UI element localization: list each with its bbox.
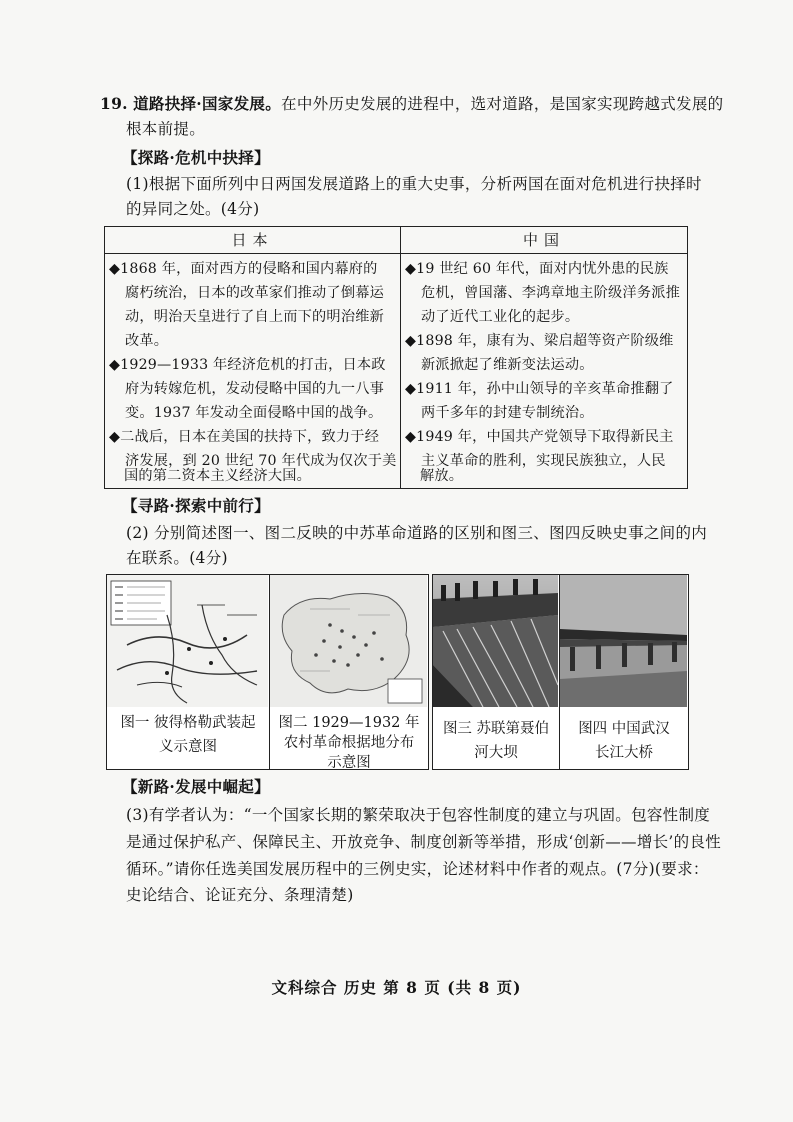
figure-1-caption-line-1: 图一 彼得格勒武装起: [120, 715, 256, 731]
table-header-japan: 日本: [105, 227, 400, 254]
japan-line: 府为转嫁危机，发动侵略中国的九一八事: [125, 381, 384, 397]
china-line: ◆1898 年，康有为、梁启超等资产阶级维: [405, 333, 674, 349]
china-line: 新派掀起了维新变法运动。: [421, 357, 594, 373]
comparison-table: [104, 226, 688, 489]
japan-line: 动，明治天皇进行了自上而下的明治维新: [125, 309, 384, 325]
figure-4-caption-line-2: 长江大桥: [595, 745, 653, 761]
rural-base-distribution-map: [270, 575, 427, 707]
china-line: 主义革命的胜利，实现民族独立，人民: [421, 453, 666, 469]
japan-line: ◆1929—1933 年经济危机的打击，日本政: [109, 357, 386, 373]
figure-2-caption-line-2: 农村革命根据地分布: [283, 735, 415, 751]
dnieper-dam-photo: [433, 575, 558, 707]
part2-prompt-line-1: (2) 分别简述图一、图二反映的中苏革命道路的区别和图三、图四反映史事之间的内: [126, 524, 708, 542]
japan-line: ◆1868 年，面对西方的侵略和国内幕府的: [109, 261, 378, 277]
figure-3-caption-line-1: 图三 苏联第聂伯: [442, 721, 550, 737]
page-footer: 文科综合 历史 第 8 页 (共 8 页): [271, 978, 522, 997]
china-line: ◆19 世纪 60 年代，面对内忧外患的民族: [405, 261, 669, 277]
part3-heading: 【新路·发展中崛起】: [122, 777, 270, 796]
japan-line: 腐朽统治，日本的改革家们推动了倒幕运: [125, 285, 384, 301]
figure-2-caption-line-1: 图二 1929—1932 年: [278, 715, 420, 731]
part1-prompt-line-2: 的异同之处。(4分): [126, 200, 260, 218]
question-intro-line-2: 根本前提。: [126, 120, 206, 138]
part2-prompt-line-2: 在联系。(4分): [126, 549, 228, 567]
japan-line: ◆二战后，日本在美国的扶持下，致力于经: [109, 429, 380, 445]
part3-line-3: 循环。”请你任选美国发展历程中的三例史实，论述材料中作者的观点。(7分)(要求：: [126, 860, 709, 878]
figure-4-caption-line-1: 图四 中国武汉: [578, 721, 670, 737]
figure-4: [559, 574, 689, 770]
petrograd-uprising-map: [107, 575, 268, 707]
figure-1-caption-line-2: 义示意图: [159, 739, 217, 755]
china-line: 解放。: [420, 468, 464, 484]
figure-3: [432, 574, 560, 770]
part1-prompt-line-1: (1)根据下面所列中日两国发展道路上的重大史事，分析两国在面对危机进行抉择时: [126, 175, 702, 193]
china-line: ◆1949 年，中国共产党领导下取得新民主: [405, 429, 674, 445]
part3-line-2: 是通过保护私产、保障民主、开放竞争、制度创新等举措，形成‘创新——增长’的良性: [126, 833, 722, 851]
question-number: 19.: [100, 94, 128, 113]
japan-line: 国的第二资本主义经济大国。: [124, 468, 312, 484]
part2-heading: 【寻路·探索中前行】: [122, 496, 270, 515]
wuhan-yangtze-bridge-photo: [560, 575, 687, 707]
question-title: 道路抉择·国家发展。: [133, 94, 282, 113]
part1-heading: 【探路·危机中抉择】: [122, 148, 270, 167]
japan-line: 变。1937 年发动全面侵略中国的战争。: [125, 405, 383, 421]
china-line: 动了近代工业化的起步。: [421, 309, 580, 325]
figure-2-caption-line-3: 示意图: [327, 755, 371, 771]
china-line: 两千多年的封建专制统治。: [421, 405, 594, 421]
figure-2: [269, 574, 429, 770]
figure-3-caption-line-2: 河大坝: [474, 745, 518, 761]
question-intro: 在中外历史发展的进程中，选对道路，是国家实现跨越式发展的: [281, 95, 724, 113]
japan-line: 济发展，到 20 世纪 70 年代成为仅次于美: [125, 453, 397, 469]
figure-1: [106, 574, 270, 770]
japan-line: 改革。: [125, 333, 169, 349]
china-line: ◆1911 年，孙中山领导的辛亥革命推翻了: [405, 381, 674, 397]
table-header-china: 中国: [401, 227, 687, 254]
table-column-divider: [400, 227, 401, 488]
question-line-1: [100, 92, 723, 116]
part3-line-4: 史论结合、论证充分、条理清楚): [126, 886, 354, 904]
china-line: 危机，曾国藩、李鸿章地主阶级洋务派推: [421, 285, 680, 301]
part3-line-1: (3)有学者认为：“一个国家长期的繁荣取决于包容性制度的建立与巩固。包容性制度: [126, 806, 711, 824]
